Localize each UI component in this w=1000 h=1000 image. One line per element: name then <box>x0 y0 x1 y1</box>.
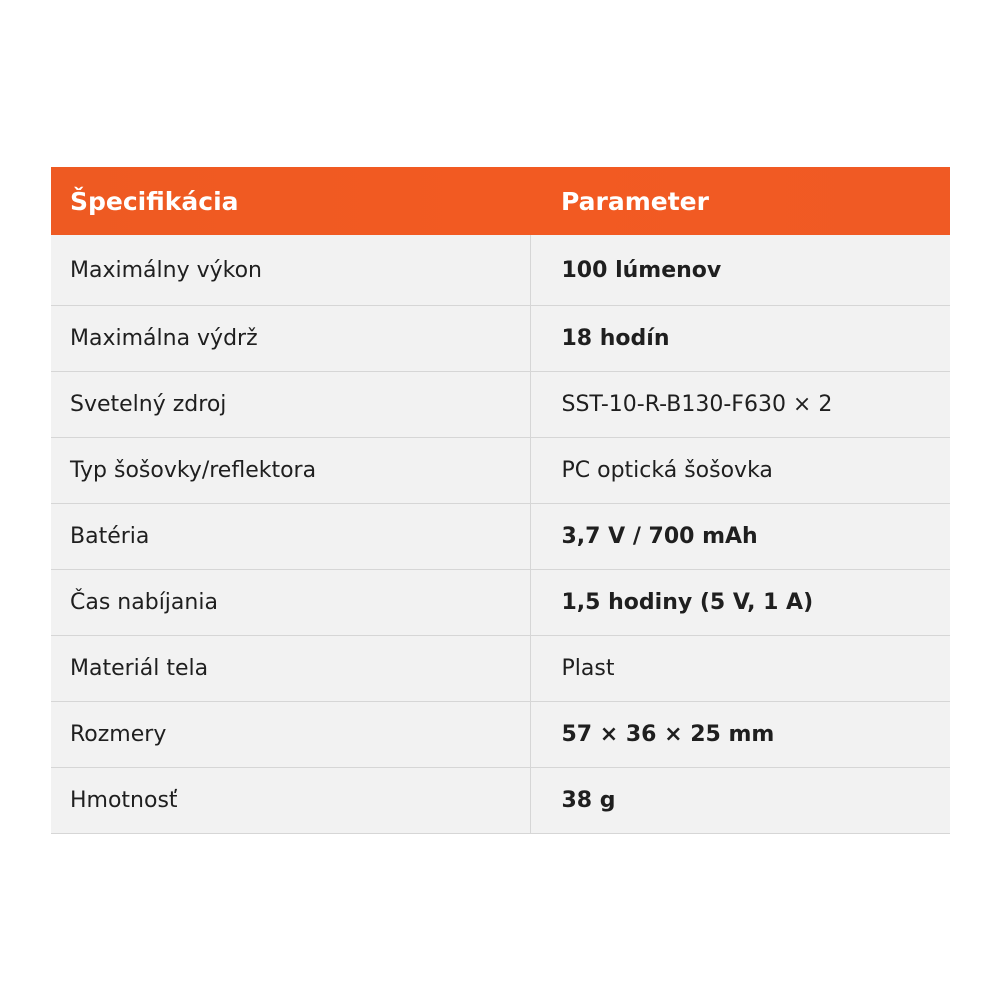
value-cell: PC optická šošovka <box>530 438 950 504</box>
table-row <box>51 372 950 438</box>
spec-cell: Maximálny výkon <box>51 235 530 306</box>
table-row <box>51 702 950 768</box>
value-cell: 100 lúmenov <box>530 235 950 306</box>
value-cell: Plast <box>530 636 950 702</box>
spec-cell: Rozmery <box>51 702 530 768</box>
value-cell: SST-10-R-B130-F630 × 2 <box>530 372 950 438</box>
value-cell: 3,7 V / 700 mAh <box>530 504 950 570</box>
table-row <box>51 636 950 702</box>
table-row <box>51 768 950 834</box>
header-parameter: Parameter <box>561 186 709 216</box>
spec-cell: Materiál tela <box>51 636 530 702</box>
table-row <box>51 504 950 570</box>
spec-cell: Typ šošovky/reflektora <box>51 438 530 504</box>
table-row <box>51 438 950 504</box>
spec-cell: Hmotnosť <box>51 768 530 834</box>
spec-cell: Batéria <box>51 504 530 570</box>
value-cell: 1,5 hodiny (5 V, 1 A) <box>530 570 950 636</box>
value-cell: 18 hodín <box>530 306 950 372</box>
header-spec: Špecifikácia <box>70 186 239 216</box>
table-row <box>51 570 950 636</box>
header-row <box>51 167 950 235</box>
value-cell: 38 g <box>530 768 950 834</box>
spec-cell: Maximálna výdrž <box>51 306 530 372</box>
table-header <box>51 167 950 235</box>
spec-table <box>51 167 950 834</box>
spec-cell: Čas nabíjania <box>51 570 530 636</box>
table-row <box>51 306 950 372</box>
value-cell: 57 × 36 × 25 mm <box>530 702 950 768</box>
spec-cell: Svetelný zdroj <box>51 372 530 438</box>
table-row <box>51 235 950 306</box>
table-body <box>51 235 950 834</box>
